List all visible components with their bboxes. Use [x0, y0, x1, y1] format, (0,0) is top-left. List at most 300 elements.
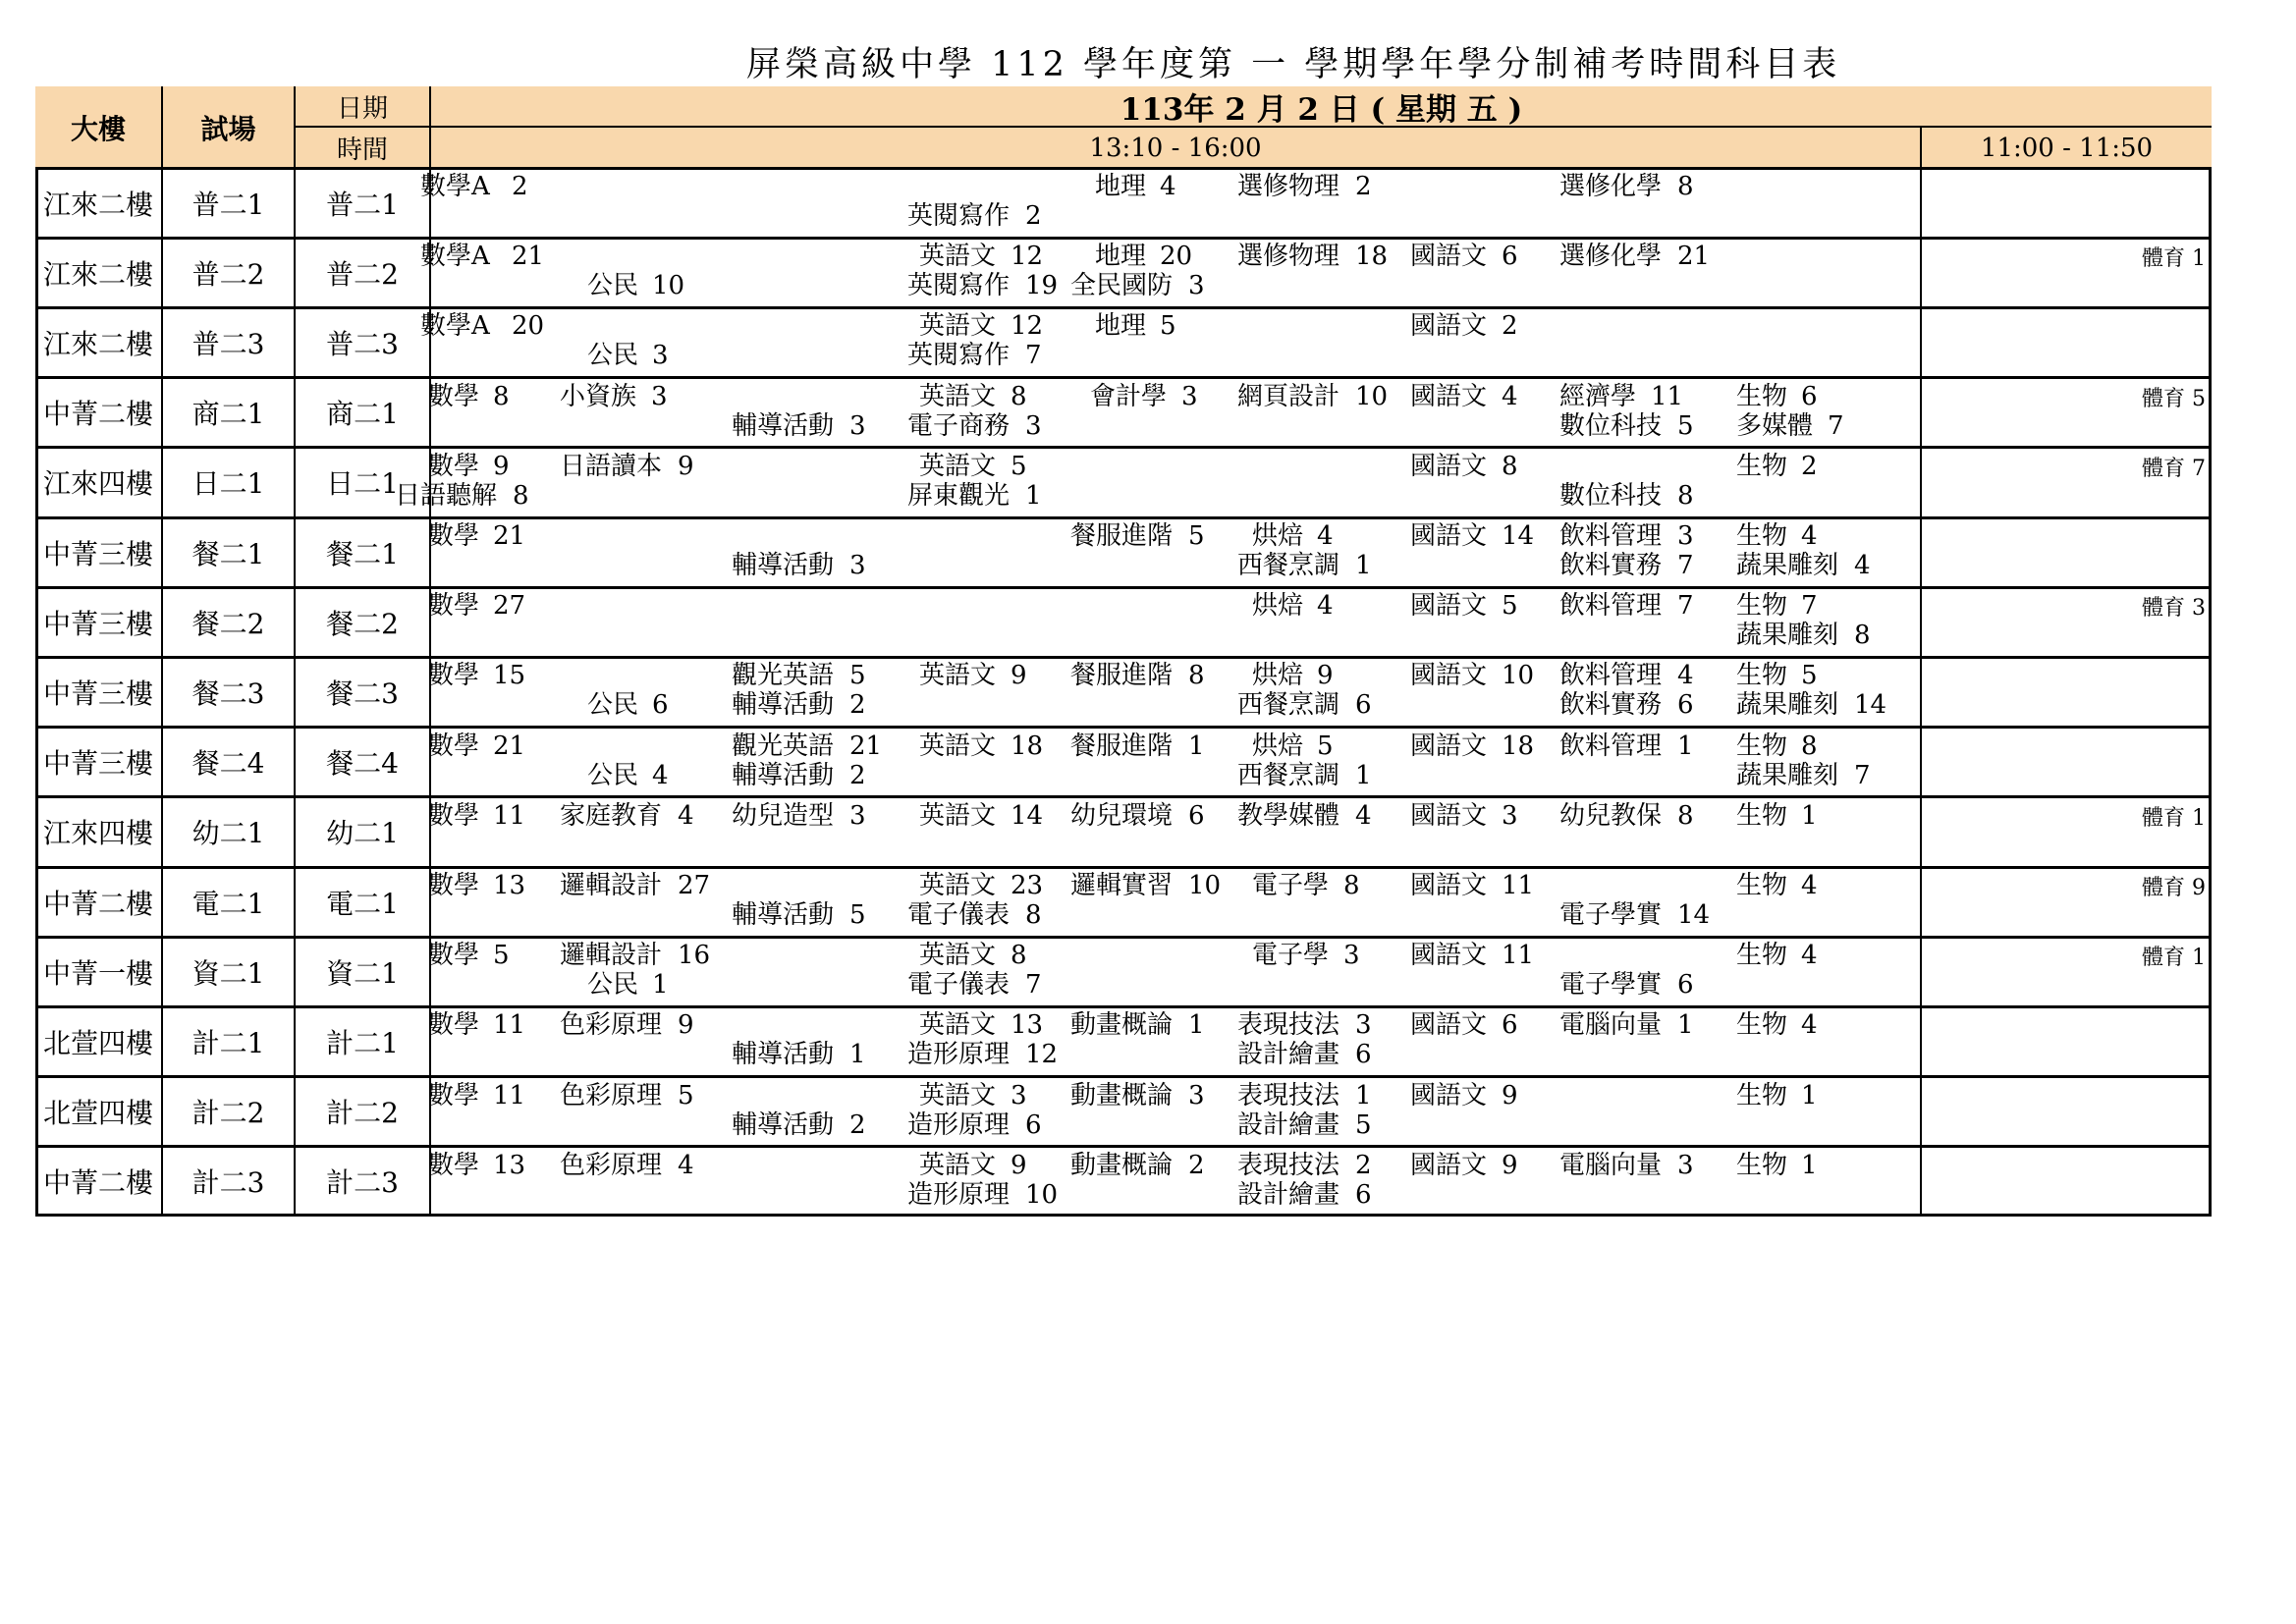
subject-count: 2 [1502, 311, 1518, 342]
subject-entry [907, 1180, 1092, 1210]
subject-entry [919, 452, 1077, 481]
subject-name: 選修化學 [1559, 172, 1663, 201]
subject-name: 數學 [428, 661, 480, 691]
subject-entry [428, 1151, 560, 1180]
building-cell: 江來二樓 [35, 238, 163, 307]
pe-exam-cell: 體育 1 [2142, 805, 2206, 831]
subject-count: 3 [849, 410, 866, 441]
subject-name: 數學 [428, 1150, 480, 1180]
subject-count: 9 [678, 451, 694, 481]
room-cell: 普二2 [163, 238, 296, 307]
subject-count: 9 [1317, 661, 1334, 691]
subject-entry [919, 1151, 1077, 1180]
subject-entry [1410, 871, 1568, 900]
pe-exam-cell [2058, 1151, 2206, 1180]
subject-count: 2 [1025, 201, 1042, 231]
subject-entry [1410, 1081, 1568, 1110]
building-cell: 中菁三樓 [35, 728, 163, 797]
subject-count: 5 [678, 1080, 694, 1110]
subject-name: 造形原理 [907, 1110, 1011, 1140]
subject-entry [1237, 382, 1422, 411]
subject-count: 9 [678, 1010, 694, 1041]
subject-entry [1410, 1151, 1568, 1180]
subject-entry [919, 801, 1077, 831]
subject-count: 21 [1677, 242, 1711, 272]
subject-entry [1736, 731, 1868, 761]
pe-exam-cell: 體育 7 [2142, 456, 2206, 481]
subject-count: 8 [1502, 451, 1518, 481]
building-cell: 江來四樓 [35, 448, 163, 517]
subject-count: 8 [1343, 871, 1360, 900]
time-block-afternoon: 13:10 - 16:00 [431, 128, 1922, 168]
subject-entry [1410, 1010, 1568, 1040]
subject-name: 國語文 [1410, 731, 1488, 761]
subject-entry [732, 731, 916, 761]
class-cell: 幼二1 [296, 797, 431, 867]
subject-count: 7 [1854, 760, 1871, 790]
subject-entry [428, 1010, 560, 1040]
subject-entry [1559, 521, 1744, 551]
subject-name: 屏東觀光 [907, 480, 1011, 511]
time-block-morning: 11:00 - 11:50 [1922, 128, 2212, 168]
subject-name: 小資族 [560, 381, 637, 411]
subject-count: 5 [1160, 311, 1176, 342]
subject-entry [587, 271, 719, 300]
subject-entry [1736, 1010, 1868, 1040]
subject-count: 2 [1355, 1150, 1372, 1180]
subject-entry [1237, 1010, 1422, 1040]
subject-count: 3 [849, 551, 866, 580]
subject-name: 英閱寫作 [907, 341, 1011, 371]
subject-entry [1237, 1040, 1422, 1069]
subject-entry [1070, 871, 1255, 900]
subject-name: 表現技法 [1237, 1010, 1340, 1041]
subject-entry [1237, 761, 1422, 790]
subject-name: 生物 [1736, 451, 1788, 481]
subject-count: 7 [1801, 591, 1818, 622]
subject-entry [1252, 871, 1410, 900]
subject-name: 家庭教育 [560, 800, 663, 831]
subject-entry [732, 900, 916, 930]
subject-entry [1410, 311, 1568, 341]
subject-count: 10 [1355, 381, 1389, 411]
class-cell: 計二1 [296, 1006, 431, 1076]
subject-count: 4 [678, 1150, 694, 1180]
subject-name: 飲料管理 [1559, 731, 1663, 761]
subject-count: 5 [849, 900, 866, 930]
room-cell: 普二1 [163, 168, 296, 238]
subject-entry [1410, 521, 1568, 551]
pe-exam-cell [2058, 731, 2206, 761]
subject-name: 國語文 [1410, 242, 1488, 272]
subject-entry [907, 900, 1092, 930]
subject-name: 英語文 [919, 800, 997, 831]
subject-count: 19 [1025, 271, 1059, 301]
subject-entry [1252, 661, 1384, 690]
class-cell: 日二1 [296, 448, 431, 517]
subject-entry [919, 382, 1077, 411]
subject-entry [1237, 172, 1422, 201]
subject-entry [1095, 172, 1227, 201]
subject-name: 公民 [587, 970, 639, 1001]
subject-name: 設計繪畫 [1237, 1040, 1340, 1070]
subject-count: 5 [1677, 410, 1694, 441]
subject-count: 14 [1854, 690, 1887, 721]
class-cell: 電二1 [296, 867, 431, 937]
subject-count: 5 [1502, 591, 1518, 622]
subject-count: 18 [1011, 731, 1044, 761]
subject-name: 電腦向量 [1559, 1150, 1663, 1180]
subject-name: 色彩原理 [560, 1080, 663, 1110]
subject-entry [907, 1040, 1092, 1069]
subject-name: 觀光英語 [732, 661, 835, 691]
subject-name: 公民 [587, 690, 639, 721]
subject-name: 英語文 [919, 941, 997, 971]
subject-count: 7 [1025, 341, 1042, 371]
exam-schedule-table [35, 86, 2212, 1217]
subject-name: 輔導活動 [732, 900, 835, 930]
subject-count: 15 [493, 661, 526, 691]
subject-count: 23 [1011, 871, 1044, 900]
subject-count: 2 [512, 172, 528, 201]
class-cell: 普二3 [296, 307, 431, 377]
subject-name: 數位科技 [1559, 410, 1663, 441]
subject-name: 數學 [428, 871, 480, 900]
subject-count: 5 [1317, 731, 1334, 761]
subject-count: 5 [493, 941, 510, 971]
subject-count: 12 [1011, 311, 1044, 342]
subject-entry [420, 311, 578, 341]
subject-count: 5 [1011, 451, 1027, 481]
subject-count: 4 [1801, 871, 1818, 900]
subject-count: 3 [1343, 941, 1360, 971]
subject-name: 生物 [1736, 591, 1788, 622]
subject-name: 國語文 [1410, 311, 1488, 342]
subject-entry [560, 1081, 744, 1110]
class-cell: 餐二2 [296, 587, 431, 657]
subject-entry [1410, 382, 1568, 411]
subject-name: 日語聽解 [395, 480, 498, 511]
subject-entry [1410, 591, 1568, 621]
subject-name: 飲料實務 [1559, 551, 1663, 580]
subject-entry [1559, 690, 1744, 720]
subject-name: 數學 [428, 451, 480, 481]
subject-count: 27 [678, 871, 711, 900]
subject-name: 電子商務 [907, 410, 1011, 441]
subject-count: 10 [1502, 661, 1535, 691]
subject-count: 4 [1677, 661, 1694, 691]
subject-name: 邏輯設計 [560, 871, 663, 900]
subject-entry [428, 941, 560, 970]
pe-exam-cell [2058, 311, 2206, 341]
subject-name: 表現技法 [1237, 1080, 1340, 1110]
subject-count: 10 [1188, 871, 1222, 900]
pe-exam-cell: 體育 3 [2142, 596, 2206, 622]
subject-name: 國語文 [1410, 661, 1488, 691]
subject-count: 9 [493, 451, 510, 481]
subject-name: 電子學實 [1559, 970, 1663, 1001]
subject-count: 4 [1854, 551, 1871, 580]
building-header: 大樓 [35, 86, 163, 168]
subject-count: 3 [1188, 271, 1205, 301]
subject-entry [1410, 941, 1568, 970]
subject-name: 蔬果雕刻 [1736, 621, 1839, 651]
subject-entry [587, 341, 719, 370]
subject-entry [1736, 521, 1868, 551]
subject-entry [1736, 411, 1894, 441]
subject-entry [919, 1010, 1077, 1040]
subject-entry [732, 801, 916, 831]
subject-name: 表現技法 [1237, 1150, 1340, 1180]
subject-count: 3 [1188, 1080, 1205, 1110]
room-cell: 餐二1 [163, 517, 296, 587]
subject-entry [1410, 661, 1568, 690]
subject-entry [1252, 941, 1410, 970]
subject-name: 國語文 [1410, 1080, 1488, 1110]
subject-count: 10 [1025, 1179, 1059, 1210]
subject-name: 色彩原理 [560, 1150, 663, 1180]
subject-entry [1410, 452, 1568, 481]
subject-entry [1237, 1180, 1422, 1210]
class-cell: 商二1 [296, 378, 431, 448]
subject-entry [1736, 1151, 1868, 1180]
page-title: 屏榮高級中學 112 學年度第 一 學期學年學分制補考時間科目表 [746, 45, 1841, 84]
subject-count: 12 [1025, 1040, 1059, 1070]
subject-count: 12 [1011, 242, 1044, 272]
subject-entry [1736, 941, 1868, 970]
subject-name: 蔬果雕刻 [1736, 551, 1839, 580]
subject-entry [1559, 382, 1718, 411]
subject-entry [428, 661, 560, 690]
subject-count: 8 [1188, 661, 1205, 691]
subject-entry [732, 1040, 916, 1069]
subject-name: 數學 [428, 731, 480, 761]
subject-entry [1095, 242, 1227, 271]
subject-count: 3 [1502, 800, 1518, 831]
subject-name: 生物 [1736, 941, 1788, 971]
subject-entry [1095, 311, 1227, 341]
subject-entry [1559, 242, 1744, 271]
subject-count: 3 [1025, 410, 1042, 441]
class-cell: 餐二1 [296, 517, 431, 587]
subject-count: 7 [1025, 970, 1042, 1001]
building-cell: 中菁三樓 [35, 587, 163, 657]
subject-count: 2 [1355, 172, 1372, 201]
subject-count: 8 [1801, 731, 1818, 761]
subject-name: 飲料管理 [1559, 591, 1663, 622]
subject-count: 1 [849, 1040, 866, 1070]
subject-count: 11 [493, 1010, 526, 1041]
subject-entry [1559, 481, 1744, 511]
subject-entry [1559, 1151, 1744, 1180]
subject-entry [919, 242, 1077, 271]
subject-count: 11 [1651, 381, 1684, 411]
subject-count: 4 [1502, 381, 1518, 411]
subject-name: 動畫概論 [1070, 1080, 1174, 1110]
pe-exam-cell [2058, 661, 2206, 690]
subject-entry [587, 970, 719, 1000]
subject-name: 電子學實 [1559, 900, 1663, 930]
subject-entry [428, 871, 560, 900]
room-cell: 資二1 [163, 937, 296, 1006]
subject-name: 教學媒體 [1237, 800, 1340, 831]
subject-count: 13 [493, 871, 526, 900]
subject-entry [1736, 761, 1921, 790]
pe-exam-cell: 體育 5 [2142, 386, 2206, 411]
subject-entry [1410, 731, 1568, 761]
pe-exam-cell [2058, 521, 2206, 551]
class-cell: 餐二4 [296, 728, 431, 797]
subject-entry [1559, 900, 1744, 930]
subject-count: 10 [652, 271, 685, 301]
subject-count: 3 [1181, 381, 1198, 411]
subject-name: 烘焙 [1252, 521, 1304, 551]
subject-count: 4 [1160, 172, 1176, 201]
room-cell: 餐二2 [163, 587, 296, 657]
subject-count: 11 [493, 1080, 526, 1110]
subject-count: 6 [1355, 1179, 1372, 1210]
subject-entry [732, 690, 916, 720]
subject-entry [1736, 661, 1868, 690]
subject-name: 色彩原理 [560, 1010, 663, 1041]
subject-count: 13 [493, 1150, 526, 1180]
building-cell: 中菁二樓 [35, 378, 163, 448]
subject-count: 7 [1677, 551, 1694, 580]
subject-entry [1070, 661, 1255, 690]
subject-name: 選修化學 [1559, 242, 1663, 272]
subject-name: 英語文 [919, 661, 997, 691]
subject-count: 18 [1355, 242, 1389, 272]
class-cell: 普二2 [296, 238, 431, 307]
subject-name: 生物 [1736, 521, 1788, 551]
subject-name: 國語文 [1410, 871, 1488, 900]
subject-name: 餐服進階 [1070, 731, 1174, 761]
subject-entry [1736, 1081, 1868, 1110]
subject-name: 數學A [420, 172, 490, 201]
subject-entry [1559, 970, 1744, 1000]
subject-entry [560, 382, 718, 411]
subject-count: 4 [1801, 941, 1818, 971]
subject-count: 6 [1677, 970, 1694, 1001]
subject-name: 數學 [428, 591, 480, 622]
pe-exam-cell: 體育 1 [2142, 946, 2206, 971]
class-cell: 計二3 [296, 1147, 431, 1217]
subject-name: 生物 [1736, 1010, 1788, 1041]
subject-name: 英語文 [919, 871, 997, 900]
subject-entry [1559, 591, 1744, 621]
subject-entry [1410, 242, 1568, 271]
subject-name: 蔬果雕刻 [1736, 760, 1839, 790]
building-cell: 中菁二樓 [35, 867, 163, 937]
subject-entry [428, 801, 560, 831]
subject-count: 3 [849, 800, 866, 831]
subject-name: 輔導活動 [732, 1040, 835, 1070]
subject-count: 14 [1502, 521, 1535, 551]
subject-count: 1 [1355, 551, 1372, 580]
subject-count: 6 [1677, 690, 1694, 721]
building-cell: 江來四樓 [35, 797, 163, 867]
subject-count: 11 [1502, 871, 1535, 900]
subject-entry [1736, 690, 1921, 720]
subject-name: 英語文 [919, 451, 997, 481]
subject-name: 英語文 [919, 731, 997, 761]
subject-name: 烘焙 [1252, 661, 1304, 691]
subject-entry [907, 481, 1092, 511]
subject-entry [428, 452, 560, 481]
subject-count: 14 [1011, 800, 1044, 831]
subject-name: 電子學 [1252, 871, 1330, 900]
subject-count: 9 [1502, 1080, 1518, 1110]
subject-count: 1 [1801, 1080, 1818, 1110]
subject-entry [919, 941, 1077, 970]
subject-name: 地理 [1095, 242, 1147, 272]
subject-entry [1237, 801, 1422, 831]
subject-name: 邏輯實習 [1070, 871, 1174, 900]
subject-count: 11 [493, 800, 526, 831]
subject-name: 選修物理 [1237, 172, 1340, 201]
subject-count: 1 [1801, 1150, 1818, 1180]
subject-entry [428, 382, 560, 411]
subject-name: 國語文 [1410, 1150, 1488, 1180]
building-cell: 江來二樓 [35, 307, 163, 377]
subject-entry [732, 661, 916, 690]
subject-name: 生物 [1736, 1080, 1788, 1110]
subject-count: 3 [652, 341, 669, 371]
subject-name: 輔導活動 [732, 410, 835, 441]
subject-count: 1 [1677, 731, 1694, 761]
class-cell: 餐二3 [296, 657, 431, 727]
subject-count: 2 [1801, 451, 1818, 481]
subject-name: 生物 [1736, 731, 1788, 761]
subject-entry [1736, 801, 1868, 831]
subject-name: 生物 [1736, 871, 1788, 900]
subject-entry [420, 172, 578, 201]
subject-count: 6 [1025, 1110, 1042, 1140]
subject-entry [1070, 801, 1255, 831]
subject-name: 電子學 [1252, 941, 1330, 971]
subject-name: 數學 [428, 381, 480, 411]
building-cell: 北萱四樓 [35, 1077, 163, 1147]
room-cell: 商二1 [163, 378, 296, 448]
subject-entry [560, 941, 744, 970]
subject-count: 11 [1502, 941, 1535, 971]
subject-name: 飲料實務 [1559, 690, 1663, 721]
subject-name: 造形原理 [907, 1040, 1011, 1070]
subject-count: 6 [1502, 1010, 1518, 1041]
subject-entry [907, 271, 1092, 300]
subject-entry [395, 481, 579, 511]
subject-name: 日語讀本 [560, 451, 663, 481]
subject-name: 網頁設計 [1237, 381, 1340, 411]
subject-count: 2 [849, 690, 866, 721]
subject-name: 數學 [428, 1080, 480, 1110]
subject-count: 3 [1355, 1010, 1372, 1041]
subject-name: 數位科技 [1559, 480, 1663, 511]
subject-name: 英語文 [919, 311, 997, 342]
room-cell: 電二1 [163, 867, 296, 937]
subject-entry [1736, 591, 1868, 621]
subject-count: 8 [1677, 800, 1694, 831]
subject-name: 輔導活動 [732, 551, 835, 580]
subject-entry [1559, 411, 1744, 441]
subject-count: 1 [652, 970, 669, 1001]
subject-entry [1070, 271, 1255, 300]
subject-entry [907, 1110, 1092, 1140]
subject-name: 電子儀表 [907, 900, 1011, 930]
subject-count: 3 [651, 381, 668, 411]
subject-name: 西餐烹調 [1237, 690, 1340, 721]
subject-entry [919, 661, 1077, 690]
